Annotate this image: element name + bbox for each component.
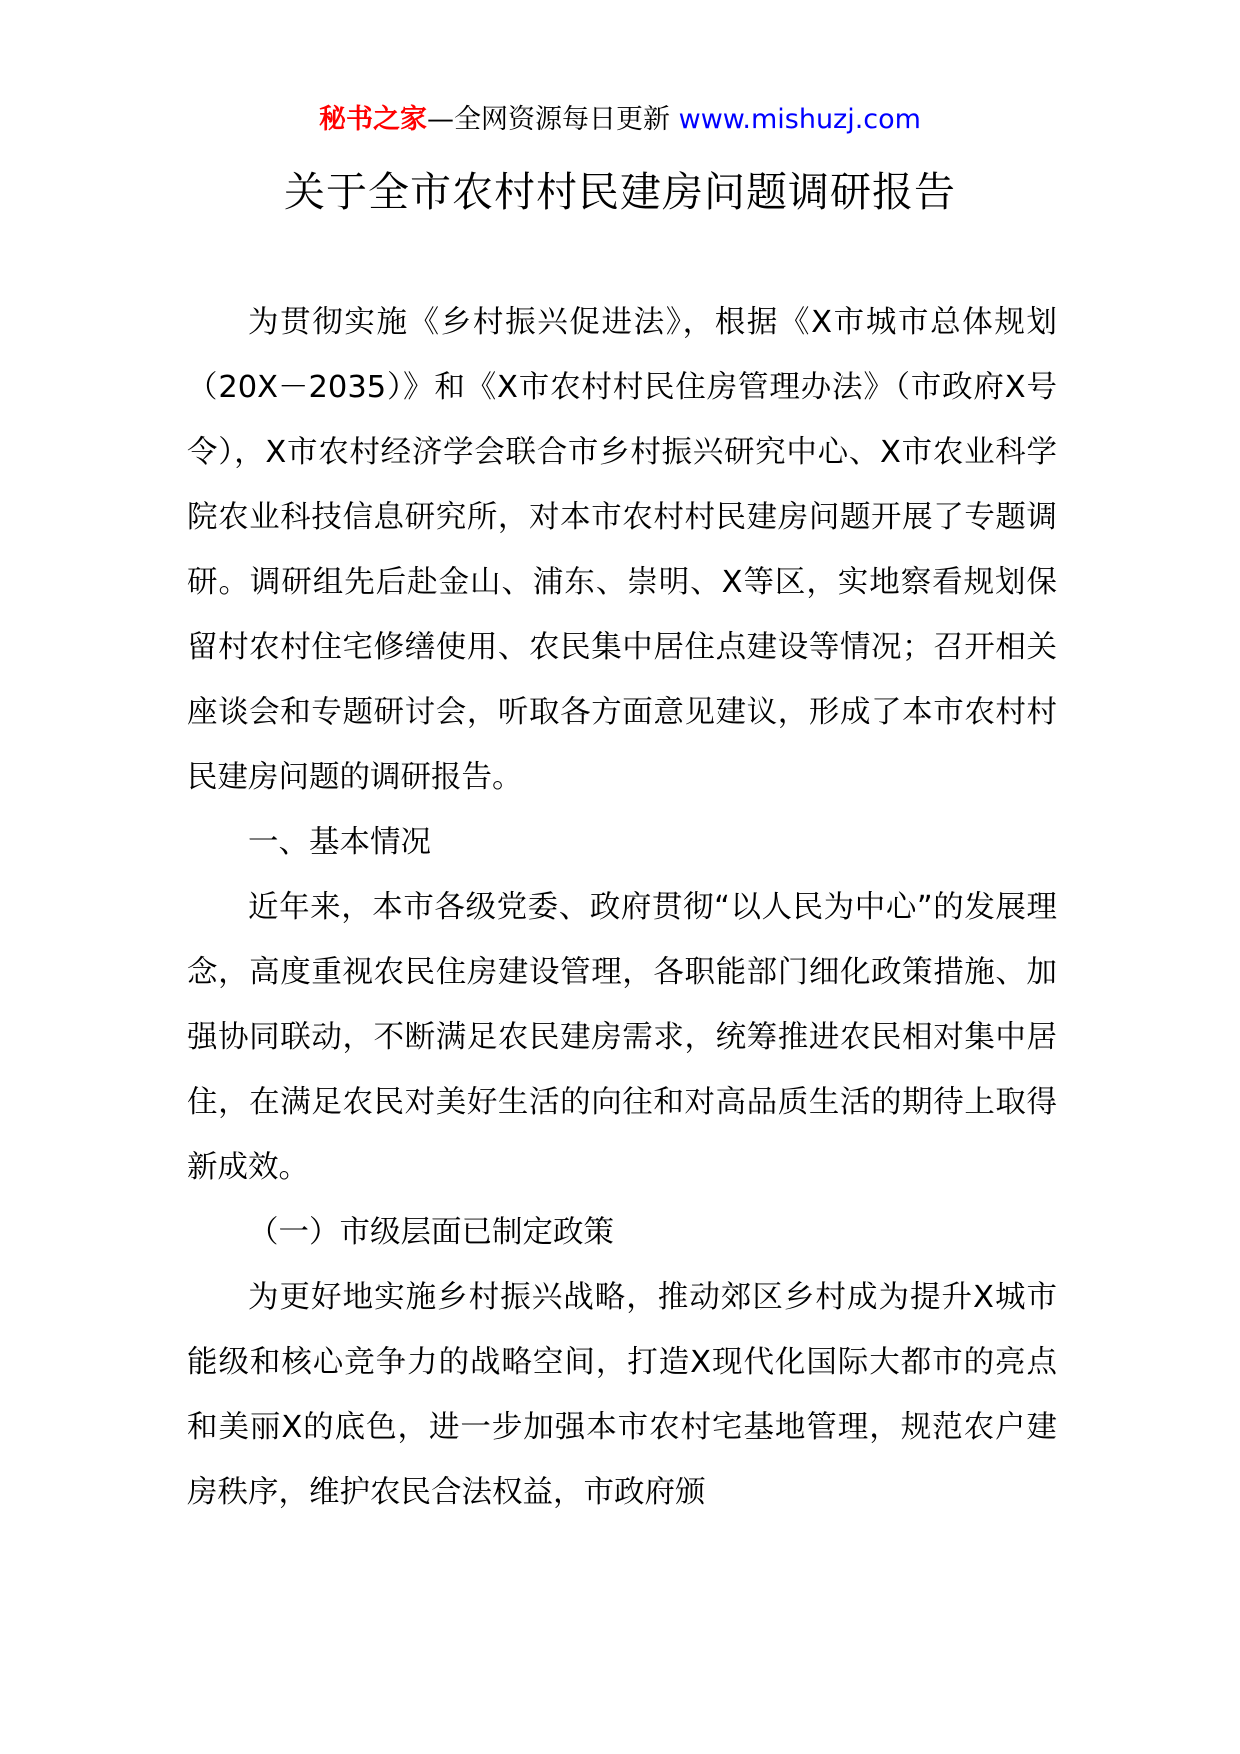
site-header (0, 100, 1240, 140)
basic-situation-paragraph: 近年来，本市各级党委、政府贯彻“以人民为中心”的发展理念，高度重视农民住房建设管理，各职能部门细化政策措施、加强协同联动，不断满足农民建房需求，统筹推进农民相对集中居住，在满足农民对美好生活的向往和对高品质生活的期待上取得新成效。 (187, 890, 1057, 1185)
subsection-heading-city-policy: （一）市级层面已制定政策 (248, 1215, 614, 1250)
section-heading-basic-situation: 一、基本情况 (248, 825, 431, 860)
intro-paragraph: 为贯彻实施《乡村振兴促进法》，根据《X市城市总体规划（20X－2035）》和《X市农村村民住房管理办法》（市政府X号令），X市农村经济学会联合市乡村振兴研究中心、X市农业科学院农业科技信息研究所，对本市农村村民建房问题开展了专题调研。调研组先后赴金山、浦东、崇明、X等区，实地察看规划保留村农村住宅修缮使用、农民集中居住点建设等情况；召开相关座谈会和专题研讨会，听取各方面意见建议，形成了本市农村村民建房问题的调研报告。 (187, 305, 1057, 795)
header-slogan: —全网资源每日更新 (427, 104, 671, 135)
site-url-link[interactable]: www.mishuzj.com (678, 104, 921, 135)
document-body (187, 290, 1057, 1525)
brand-name: 秘书之家 (319, 104, 428, 135)
document-title: 关于全市农村村民建房问题调研报告 (284, 168, 956, 216)
city-policy-paragraph: 为更好地实施乡村振兴战略，推动郊区乡村成为提升X城市能级和核心竞争力的战略空间，打造X现代化国际大都市的亮点和美丽X的底色，进一步加强本市农村宅基地管理，规范农户建房秩序，维护农民合法权益，市政府颁 (187, 1280, 1057, 1510)
